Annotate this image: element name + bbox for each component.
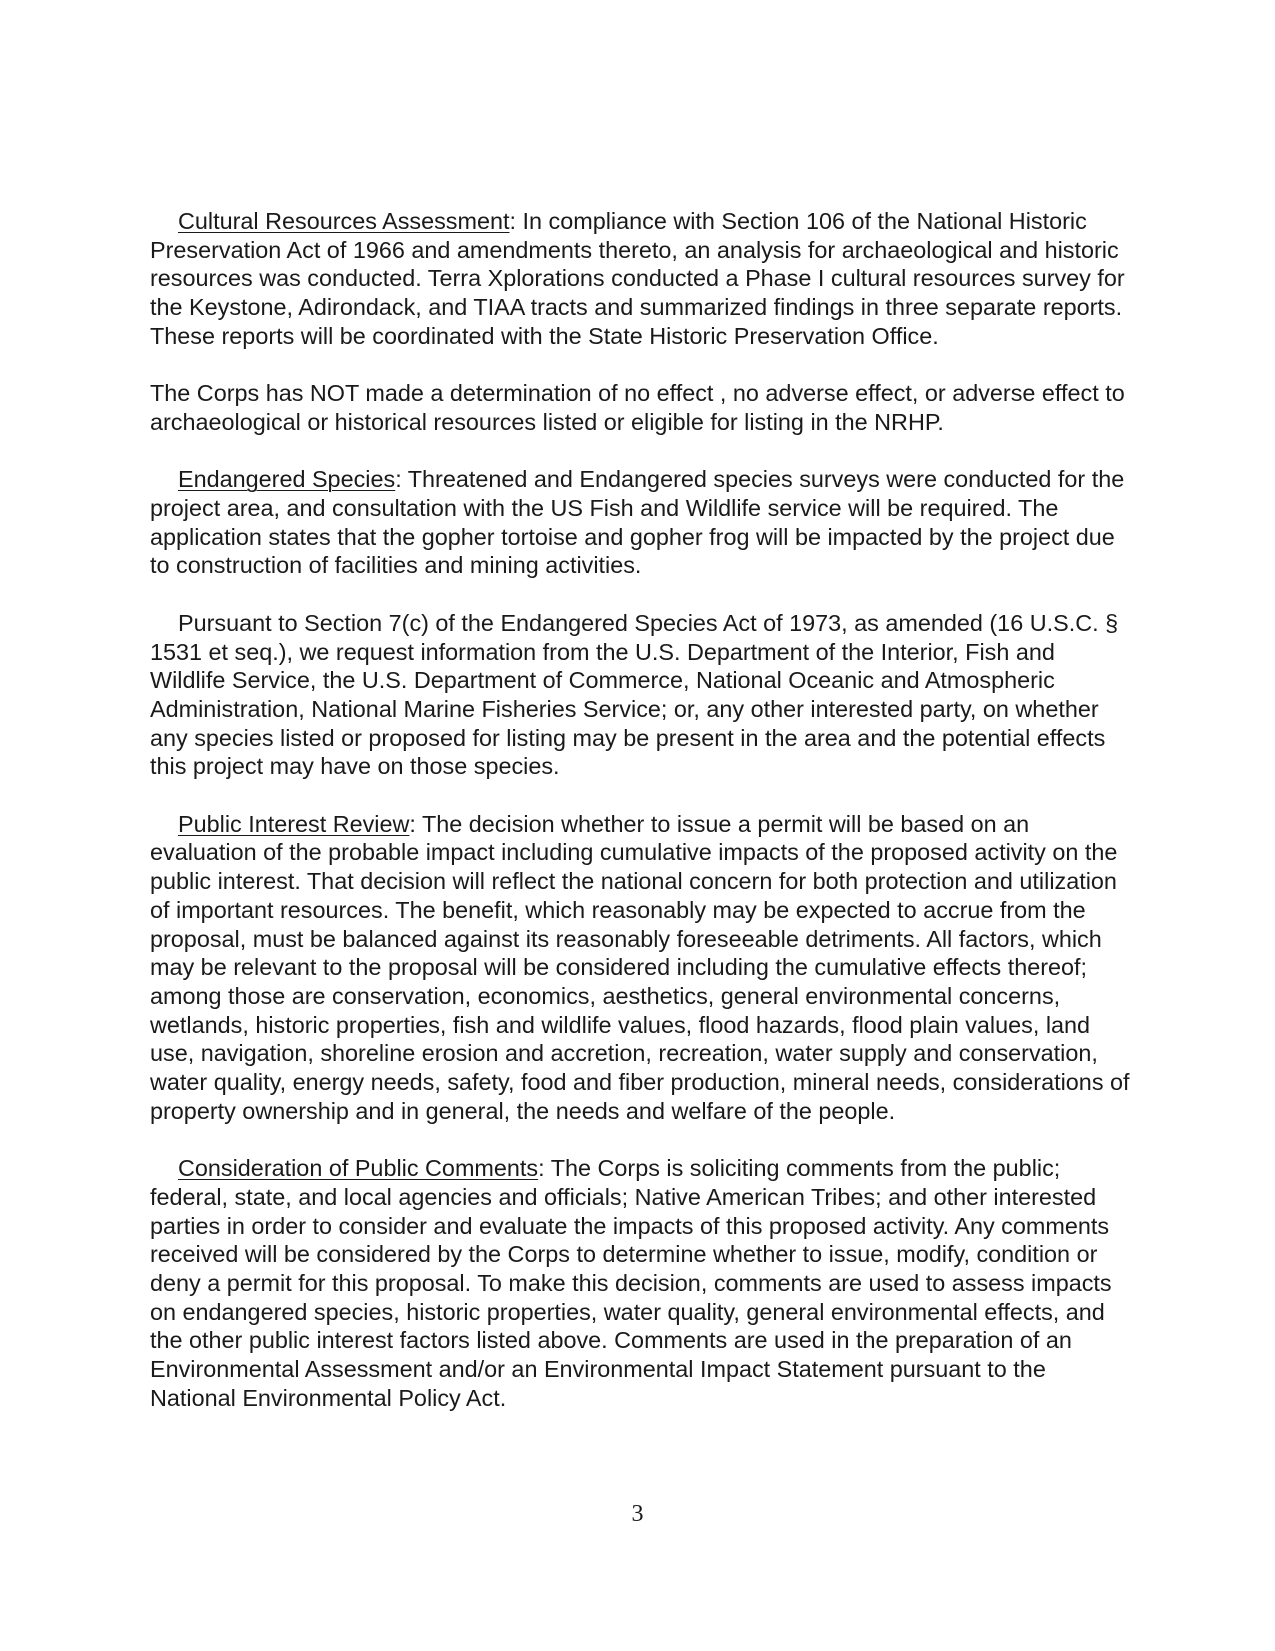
paragraph-corps-determination xyxy=(150,379,1130,436)
page-number: 3 xyxy=(631,1501,644,1527)
paragraph-section-7c xyxy=(150,609,1130,781)
paragraph-public-comments xyxy=(150,1154,1130,1412)
heading-endangered-species: Endangered Species xyxy=(178,466,396,493)
paragraph-endangered-species xyxy=(150,465,1130,580)
paragraph-public-interest-review xyxy=(150,810,1130,1126)
document-body xyxy=(150,207,1130,1441)
paragraph-text: The Corps has NOT made a determination of no effect , no adverse effect, or adverse effect to archaeological or historical resources listed or eligible for listing in the NRHP. xyxy=(150,380,1125,435)
heading-cultural-resources: Cultural Resources Assessment xyxy=(178,208,510,234)
paragraph-text: : Threatened and Endangered species surveys were conducted for the project area, and consultation with the US Fish and Wildlife service will be required. The application states that the gopher tortoise and gopher frog will be impacted by the project due to construction of facilities and mining activities. xyxy=(150,466,1125,579)
paragraph-text: Pursuant to Section 7(c) of the Endangered Species Act of 1973, as amended (16 U.S.C. § 1531 et seq.), we request information from the U.S. Department of the Interior, Fish and Wildlife Service, the U.S. Department of Commerce, National Oceanic and Atmospheric Administration, National Marine Fisheries Service; or, any other interested party, on whether any species listed or proposed for listing may be present in the area and the potential effects this project may have on those species. xyxy=(150,609,1119,780)
paragraph-text: : The Corps is soliciting comments from the public; federal, state, and local agencies and officials; Native American Tribes; and other interested parties in order to consider and evaluate the impacts of this proposed activity. Any comments received will be considered by the Corps to determine whether to issue, modify, condition or deny a permit for this proposal. To make this decision, comments are used to assess impacts on endangered species, historic properties, water quality, general environmental effects, and the other public interest factors listed above. Comments are used in the preparation of an Environmental Assessment and/or an Environmental Impact Statement pursuant to the National Environmental Policy Act. xyxy=(150,1155,1112,1411)
paragraph-cultural-resources xyxy=(150,207,1130,351)
heading-public-interest-review: Public Interest Review xyxy=(178,810,410,837)
paragraph-text: : The decision whether to issue a permit will be based on an evaluation of the probable impact including cumulative impacts of the proposed activity on the public interest. That decision will reflect the national concern for both protection and utilization of important resources. The benefit, which reasonably may be expected to accrue from the proposal, must be balanced against its reasonably foreseeable detriments. All factors, which may be relevant to the proposal will be considered including the cumulative effects thereof; among those are conservation, economics, aesthetics, general environmental concerns, wetlands, historic properties, fish and wildlife values, flood hazards, flood plain values, land use, navigation, shoreline erosion and accretion, recreation, water supply and conservation, water quality, energy needs, safety, food and fiber production, mineral needs, considerations of property ownership and in general, the needs and welfare of the people. xyxy=(150,810,1130,1124)
paragraph-text: : In compliance with Section 106 of the National Historic Preservation Act of 1966 and amendments thereto, an analysis for archaeological and historic resources was conducted. Terra Xplorations conducted a Phase I cultural resources survey for the Keystone, Adirondack, and TIAA tracts and summarized findings in three separate reports. These reports will be coordinated with the State Historic Preservation Office. xyxy=(150,208,1125,349)
heading-public-comments: Consideration of Public Comments xyxy=(178,1155,539,1182)
